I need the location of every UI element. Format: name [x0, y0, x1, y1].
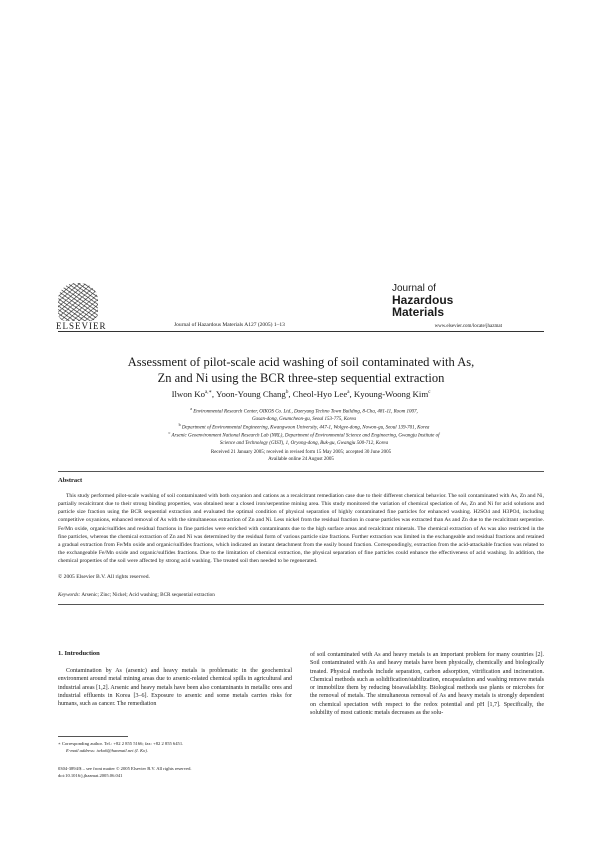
publisher-name: ELSEVIER	[56, 321, 107, 331]
copyright: © 2005 Elsevier B.V. All rights reserved.	[58, 574, 150, 580]
author-name: Ilwon Ko	[171, 389, 206, 399]
footer-doi[interactable]: doi:10.1016/j.jhazmat.2005.06.041	[58, 773, 123, 778]
abstract-text: This study performed pilot-scale washing of soil contaminated with both oxyanion and cations as a recalcitrant remediation case due to their different chemical behavior. The soil contaminated with As, Zn and Ni, partially recalcitrant due to their strong binding properties, was obtained near a closed iron/serpentine mining area. This study monitored the variation of chemical speciation of As, Zn and Ni for acid solutions and particle size fraction using the BCR sequential extraction and evaluated the optimal condition of physical separation of highly contaminated fine particles for enhanced washing. H2SO4 and H3PO4, including competitive oxyanions, enhanced removal of As with the simultaneous extraction of Zn and Ni. Less nickel from the residual fraction in coarse particles was extracted than As and Zn due to the recalcitrant serpentine. Fe/Mn oxide, organic/sulfides and residual fractions in fine particles were enriched with contaminants due to the high surface areas and recalcitrant minerals. The chemical extraction of As was also restricted in the fine particles, whereas the chemical extraction of Zn and Ni was determined by the residual form of various particle size fractions. Further extraction was limited in the exchangeable and residual fractions and retained a gradual extraction from Fe/Mn oxide and organic/sulfides fractions, which indicated an instant detachment from the easily bound fraction. Correspondingly, extraction from the acid-attackable fraction was related to the exchangeable Fe/Mn oxide and organic/sulfides fractions. Due to the limitation of chemical extraction, the physical separation of fine particles could enhance the effectiveness of acid washing. In addition, the chemical properties of the soil were affected by strong acid washing. The treated soil then needed to be regenerated.	[58, 493, 544, 565]
author-name: Cheol-Hyo Lee	[292, 389, 348, 399]
abstract-heading: Abstract	[58, 477, 83, 484]
author-name: Kyoung-Woong Kim	[353, 389, 429, 399]
journal-logo-line2: Hazardous	[392, 293, 454, 307]
affiliation-mark: b	[178, 422, 181, 427]
journal-url[interactable]: www.elsevier.com/locate/jhazmat	[434, 324, 502, 329]
keywords-list: Arsenic; Zinc; Nickel; Acid washing; BCR sequential extraction	[81, 592, 215, 598]
footnote-divider	[58, 736, 128, 737]
affiliation-text: Gasan-dong, Geumcheon-gu, Seoul 153-775, Korea	[251, 416, 357, 422]
journal-logo-line1: Journal of	[392, 283, 436, 294]
intro-right-column: of soil contaminated with As and heavy metals is an important problem for many countries [2]. Soil contaminated with As and heavy metals have been physically, chemically and biologically treated. Physical methods include separation, carbon adsorption, vitrification and incineration. Chemical methods such as solidification/stabilization, encapsulation and washing remove metals or immobilize them by reducing bioavailability. Biological methods use plants or microbes for the removal of metals. The simultaneous removal of As and heavy metals is strongly dependent on chemical speciation with respect to the redox potential and pH [1,7]. Specifically, the solubility of most cationic metals decreases as the solu-	[310, 652, 544, 717]
affiliation-c	[114, 429, 494, 447]
affiliation-mark: a	[190, 406, 192, 411]
footer-issn: 0304-3894/$ – see front matter © 2005 Elsevier B.V. All rights reserved.	[58, 766, 192, 771]
abstract-top-divider	[58, 471, 544, 472]
intro-left-column: Contamination by As (arsenic) and heavy metals is problematic in the geochemical environment around metal mining areas due to arsenic-related chemical spills in agricultural and industrial areas [1,2]. Arsenic and heavy metals have been also contaminants in metallic ores and industrial effluents in Korea [3–6]. Exposure to arsenic and some metals carries risks for humans, such as cancer. The remediation	[58, 668, 292, 708]
author-mark: a	[347, 390, 350, 396]
author-mark: a,∗	[205, 390, 212, 396]
affiliation-mark: c	[168, 430, 171, 435]
footnote-corresponding: ∗ Corresponding author. Tel.: +82 2 855 5166; fax: +82 2 855 6451.	[58, 741, 184, 746]
author-list: Ilwon $Ko^{a,∗}$, Yoon-Young Chang$^b$, Cheol-Hyo Lee$^a$, Kyoung-Woong Kim$^c$	[171, 389, 431, 399]
affiliation-text: Arsenic Geoenvironment National Research Lab (NRL), Department of Environmental Science and Engineering, Gwangju Institute of	[171, 433, 440, 439]
author-mark: b	[285, 390, 289, 396]
abstract-bottom-divider	[58, 604, 544, 605]
journal-citation: Journal of Hazardous Materials A127 (2005) 1–13	[174, 322, 285, 328]
title-line-2: Zn and Ni using the BCR three-step sequential extraction	[157, 371, 445, 385]
article-title	[58, 354, 544, 386]
header-divider	[58, 331, 544, 332]
affiliation-text: Environmental Research Center, OIKOS Co. Ltd., Daeryung Techno Town Building, 8-Cha, 481-11, Room 1007,	[193, 409, 418, 415]
keywords-label: Keywords:	[58, 592, 81, 598]
affiliation-a	[114, 405, 494, 423]
affiliation-text: Department of Environmental Engineering, Kwangwoon University, 447-1, Wolgye-dong, Nowon-gu, Seoul 139-701, Korea	[181, 425, 430, 431]
author-name: Yoon-Young Chang	[216, 389, 286, 399]
journal-logo-line3: Materials	[392, 305, 445, 319]
available-online: Available online 24 August 2005	[268, 457, 334, 462]
footnote-email[interactable]: E-mail address: iwko6@hanmail.net (I. Ko).	[66, 748, 149, 753]
journal-logo	[392, 283, 522, 318]
section-heading: 1. Introduction	[58, 650, 100, 657]
footnote-text: Corresponding author. Tel.: +82 2 855 5166; fax: +82 2 855 6451.	[61, 741, 184, 746]
title-line-1: Assessment of pilot-scale acid washing of soil contaminated with As,	[127, 355, 475, 369]
author-mark: c	[428, 390, 431, 396]
elsevier-tree-logo	[58, 283, 98, 321]
affiliation-text: Science and Technology (GIST), 1, Oryong-dong, Buk-gu, Gwangju 500-712, Korea	[219, 440, 389, 446]
received-dates: Received 21 January 2005; received in revised form 15 May 2005; accepted 30 June 2005	[210, 450, 392, 455]
keywords	[58, 592, 215, 598]
